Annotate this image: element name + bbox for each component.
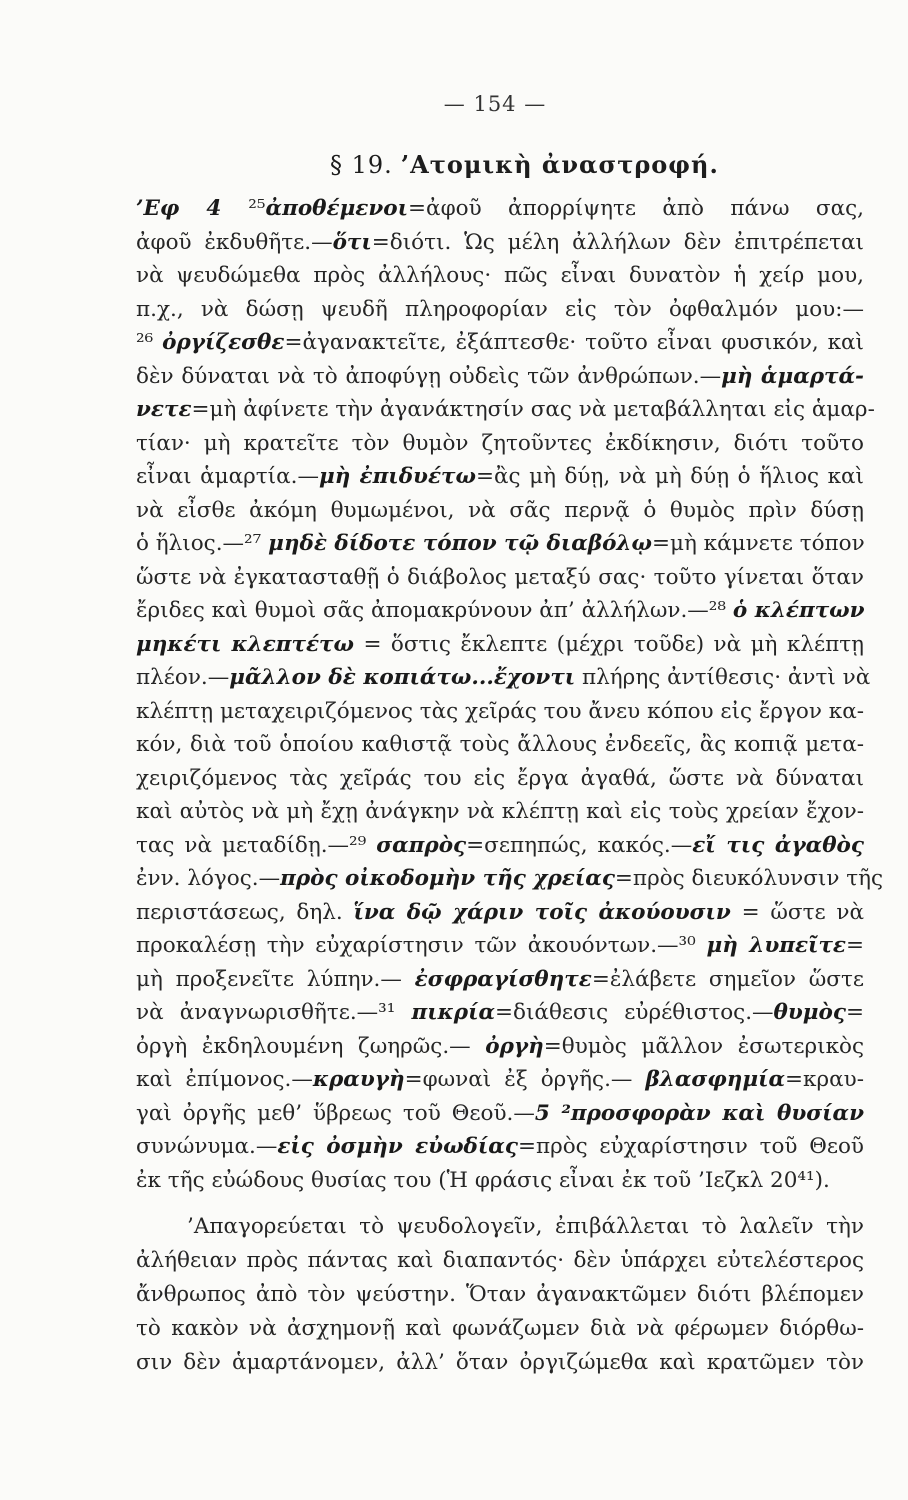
lemma-term: ’Εφ 4 — [136, 196, 249, 221]
commentary-line — [136, 1063, 864, 1097]
gloss-text: = ὥστε νὰ — [730, 899, 864, 925]
lemma-term: κραυγὴ — [312, 1067, 405, 1092]
commentary-line — [136, 829, 864, 863]
gloss-text: =μὴ ἀφίνετε τὴν ἀγανάκτησίν σας νὰ μεταβάλληται εἰς ἁμαρ- — [191, 397, 875, 422]
commentary-line — [136, 393, 875, 427]
gloss-text: =ἂς μὴ δύῃ, νὰ μὴ δύῃ ὁ ἥλιος καὶ — [475, 464, 864, 489]
commentary-line — [136, 695, 864, 729]
gloss-text: π.χ., νὰ δώσῃ ψευδῆ πληροφορίαν εἰς τὸν ὀφθαλμόν μου:— — [136, 296, 864, 322]
section-number: § 19. — [330, 151, 393, 179]
gloss-text: ἐνν. λόγος.— — [136, 866, 281, 891]
gloss-text: τας νὰ μεταδίδῃ.—²⁹ — [136, 832, 377, 858]
commentary-line — [136, 929, 864, 963]
commentary-line — [136, 661, 871, 695]
commentary-line — [136, 1164, 864, 1198]
gloss-text: =διότι. Ὡς μέλη ἀλλήλων δὲν ἐπιτρέπεται — [371, 229, 864, 255]
gloss-text: =ἀφοῦ ἀπορρίψητε ἀπὸ πάνω σας, — [408, 196, 864, 221]
gloss-text: καὶ ἐπίμονος.— — [136, 1067, 313, 1092]
lemma-term: 5 ²προσφορὰν καὶ θυσίαν — [534, 1100, 864, 1126]
lemma-term: μὴ ἐπιδυέτω — [318, 464, 476, 489]
commentary-line — [136, 561, 864, 595]
commentary-line — [136, 594, 864, 628]
paragraph-line: ’Απαγορεύεται τὸ ψευδολογεῖν, ἐπιβάλλεται τὸ λαλεῖν τὴν — [187, 1214, 864, 1239]
gloss-text: =σεπηπώς, κακός.— — [466, 832, 693, 858]
commentary-line — [136, 1097, 864, 1131]
commentary-line — [136, 192, 864, 226]
lemma-term: ἵνα δῷ χάριν τοῖς ἀκούουσιν — [353, 899, 731, 925]
gloss-text: νὰ ἀναγνωρισθῆτε.—³¹ — [136, 1000, 412, 1025]
gloss-text: =διάθεσις εὐρέθιστος.— — [495, 1000, 774, 1025]
commentary-line — [136, 795, 864, 829]
commentary-line — [136, 963, 864, 997]
gloss-text: πλέον.— — [136, 665, 230, 690]
commentary-line — [136, 527, 864, 561]
commentary-line — [136, 1030, 864, 1064]
gloss-text: κόν, διὰ τοῦ ὁποίου καθιστᾷ τοὺς ἄλλους ἐνδεεῖς, ἂς κοπιᾷ μετα- — [136, 732, 864, 757]
page-number: — 154 — — [443, 92, 547, 116]
paragraph-line: σιν δὲν ἁμαρτάνομεν, ἀλλ’ ὅταν ὀργιζώμεθα καὶ κρατῶμεν τὸν — [136, 1350, 864, 1375]
section-title: ’Ατομικὴ ἀναστροφή. — [400, 150, 719, 179]
gloss-text: =φωναὶ ἐξ ὀργῆς.— — [404, 1067, 646, 1092]
lemma-term: μὴ λυπεῖτε — [706, 933, 846, 958]
gloss-text: τίαν· μὴ κρατεῖτε τὸν θυμὸν ζητοῦντες ἐκδίκησιν, διότι τοῦτο — [136, 430, 864, 456]
lemma-term: νετε — [136, 397, 192, 422]
gloss-text: καὶ αὐτὸς νὰ μὴ ἔχῃ ἀνάγκην νὰ κλέπτῃ καὶ εἰς τοὺς χρείαν ἔχον- — [136, 799, 864, 824]
commentary-line — [136, 996, 864, 1030]
paragraph-line: τὸ κακὸν νὰ ἀσχημονῇ καὶ φωνάζωμεν διὰ νὰ φέρωμεν διόρθω- — [136, 1316, 864, 1341]
lemma-term: βλασφημία — [645, 1067, 786, 1092]
gloss-text: ἀφοῦ ἐκδυθῆτε.— — [136, 229, 333, 255]
commentary-line — [136, 762, 864, 796]
commentary-line — [136, 326, 864, 360]
paragraph-line: ἀλήθειαν πρὸς πάντας καὶ διαπαντός· δὲν ὑπάρχει εὐτελέστερος — [136, 1248, 864, 1273]
commentary-line — [136, 226, 864, 260]
gloss-text: χειριζόμενος τὰς χεῖράς του εἰς ἔργα ἀγαθά, ὥστε νὰ δύναται — [136, 765, 864, 791]
commentary-line — [136, 259, 864, 293]
gloss-text: ἐκ τῆς εὐώδους θυσίας του (Ἡ φράσις εἶναι ἐκ τοῦ ’Ιεζκλ 20⁴¹). — [136, 1167, 830, 1193]
lemma-term: εἰς ὀσμὴν εὐωδίας — [277, 1134, 518, 1159]
commentary-line — [136, 460, 864, 494]
gloss-text: δὲν δύναται νὰ τὸ ἀποφύγῃ οὐδεὶς τῶν ἀνθρώπων.— — [136, 363, 722, 389]
lemma-term: ἐσφραγίσθητε — [414, 966, 592, 992]
gloss-text: γαὶ ὀργῆς μεθ’ ὕβρεως τοῦ Θεοῦ.— — [136, 1100, 535, 1126]
gloss-text: = — [845, 1000, 864, 1025]
gloss-text: =μὴ κάμνετε τόπον — [651, 531, 865, 556]
gloss-text: = — [846, 933, 865, 958]
gloss-text: ὀργὴ ἐκδηλουμένη ζωηρῶς.— — [136, 1033, 486, 1059]
commentary-line — [136, 427, 864, 461]
commentary-line — [136, 293, 864, 327]
gloss-text: =πρὸς εὐχαρίστησιν τοῦ Θεοῦ — [517, 1134, 864, 1159]
lemma-term: πρὸς οἰκοδομὴν τῆς χρείας — [280, 866, 615, 891]
gloss-text: μὴ προξενεῖτε λύπην.— — [136, 966, 415, 992]
gloss-text: ²⁶ — [136, 330, 163, 355]
lemma-term: πικρία — [411, 1000, 496, 1025]
gloss-text: = ὅστις ἔκλεπτε (μέχρι τοῦδε) νὰ μὴ κλέπτῃ — [354, 631, 864, 657]
lemma-term: ὀργὴ — [485, 1033, 544, 1059]
commentary-line — [136, 494, 864, 528]
gloss-text: προκαλέσῃ τὴν εὐχαρίστησιν τῶν ἀκουόντων.—³⁰ — [136, 933, 707, 958]
lemma-term: ὁ κλέπτων — [732, 598, 865, 623]
lemma-term: θυμὸς — [773, 1000, 846, 1025]
gloss-text: περιστάσεως, δηλ. — [136, 899, 354, 925]
commentary-line — [136, 728, 864, 762]
gloss-text: =κραυ- — [785, 1067, 864, 1092]
lemma-term: μὴ ἁμαρτά- — [721, 363, 864, 389]
commentary-line — [136, 1130, 864, 1164]
commentary-line — [136, 628, 864, 662]
gloss-text: ὥστε νὰ ἐγκατασταθῇ ὁ διάβολος μεταξύ σας· τοῦτο γίνεται ὅταν — [136, 564, 864, 590]
section-heading — [330, 150, 719, 179]
lemma-term: ἀποθέμενοι — [265, 196, 409, 221]
gloss-text: ἔριδες καὶ θυμοὶ σᾶς ἀπομακρύνουν ἀπ’ ἀλλήλων.—²⁸ — [136, 598, 733, 623]
commentary-line — [136, 360, 864, 394]
commentary-line — [136, 896, 864, 930]
lemma-term: μηκέτι κλεπτέτω — [136, 631, 354, 657]
lemma-term: ὀργίζεσθε — [162, 330, 285, 355]
commentary-line — [136, 862, 884, 896]
paragraph-line: ἄνθρωπος ἀπὸ τὸν ψεύστην. Ὅταν ἀγανακτῶμεν διότι βλέπομεν — [136, 1282, 864, 1307]
gloss-text: κλέπτῃ μεταχειριζόμενος τὰς χεῖράς του ἄνευ κόπου εἰς ἔργον κα- — [136, 698, 864, 724]
lemma-term: εἴ τις ἀγαθὸς — [692, 832, 864, 858]
gloss-text: ²⁵ — [248, 196, 266, 221]
gloss-text: πλήρης ἀντίθεσις· ἀντὶ νὰ — [575, 665, 871, 690]
lemma-term: μᾶλλον δὲ κοπιάτω...ἔχοντι — [229, 665, 576, 690]
gloss-text: ὁ ἥλιος.—²⁷ — [136, 531, 269, 556]
lemma-term: σαπρὸς — [376, 832, 467, 858]
gloss-text: συνώνυμα.— — [136, 1134, 278, 1159]
lemma-term: μηδὲ δίδοτε τόπον τῷ διαβόλῳ — [268, 531, 652, 556]
gloss-text: νὰ ψευδώμεθα πρὸς ἀλλήλους· πῶς εἶναι δυνατὸν ἡ χείρ μου, — [136, 263, 864, 288]
gloss-text: =θυμὸς μᾶλλον ἐσωτερικὸς — [543, 1033, 864, 1059]
lemma-term: ὅτι — [332, 229, 372, 255]
gloss-text: νὰ εἶσθε ἀκόμη θυμωμένοι, νὰ σᾶς περνᾷ ὁ θυμὸς πρὶν δύσῃ — [136, 497, 864, 523]
gloss-text: εἶναι ἁμαρτία.— — [136, 464, 319, 489]
gloss-text: =ἐλάβετε σημεῖον ὥστε — [591, 966, 864, 992]
gloss-text: =πρὸς διευκόλυνσιν τῆς — [614, 866, 884, 891]
gloss-text: =ἀγανακτεῖτε, ἐξάπτεσθε· τοῦτο εἶναι φυσικόν, καὶ — [284, 330, 864, 355]
